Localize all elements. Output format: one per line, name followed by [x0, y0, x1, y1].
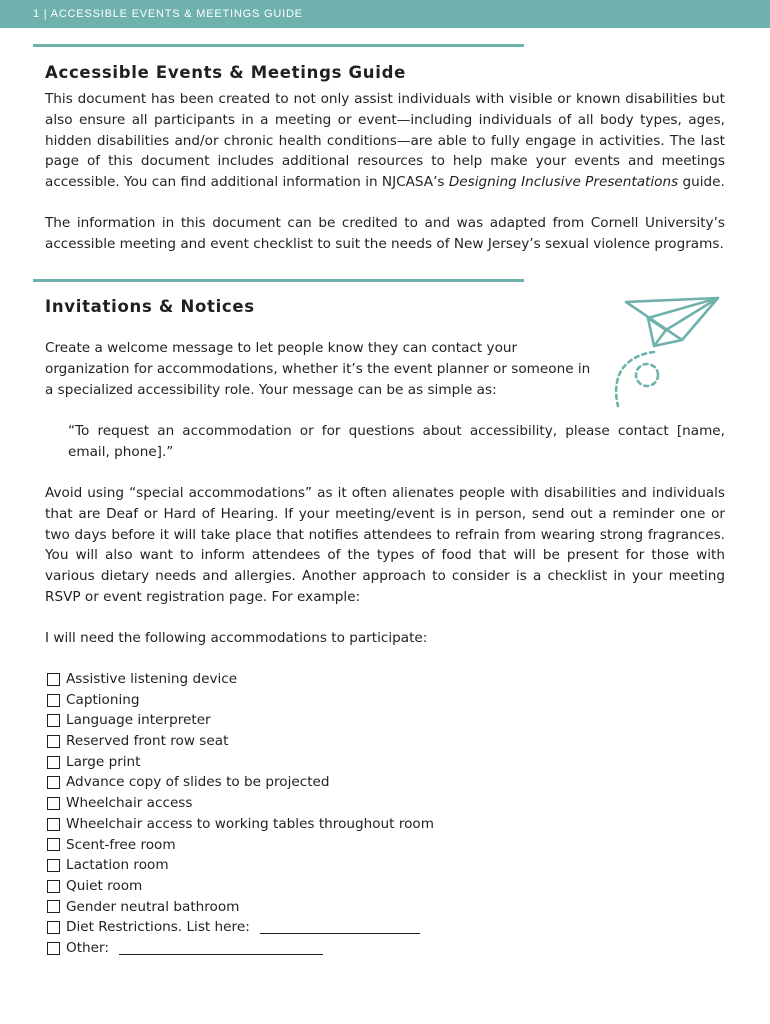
checklist-label: Other: [66, 939, 109, 956]
accommodations-paragraph: Avoid using “special accommodations” as it often alienates people with disabilities and individuals that are Deaf or Hard of Hearing. If your meeting/event is in person, send out a reminder one or two days before it will take place that notifies attendees to refrain from wearing strong fragrances. You will also want to inform attendees of the types of food that will be present for those with various dietary needs and allergies. Another approach to consider is a checklist in your meeting RSVP or event registration page. For example: [45, 485, 725, 605]
section-divider [33, 279, 524, 282]
checkbox[interactable] [47, 673, 60, 686]
checkbox[interactable] [47, 838, 60, 851]
section-divider [33, 44, 524, 47]
checklist-label: Language interpreter [66, 712, 211, 729]
guide-title-italic: Designing Inclusive Presentations [448, 174, 679, 191]
checklist-item[interactable] [45, 793, 434, 814]
checklist-label: Diet Restrictions. List here: [66, 919, 250, 936]
checklist-item[interactable] [45, 669, 434, 690]
checklist-label: Large print [66, 753, 141, 770]
checklist-label: Wheelchair access [66, 795, 193, 812]
checkbox[interactable] [47, 942, 60, 955]
checkbox[interactable] [47, 735, 60, 748]
checkbox[interactable] [47, 776, 60, 789]
checklist-label: Advance copy of slides to be projected [66, 774, 330, 791]
checklist-item[interactable] [45, 938, 434, 959]
intro-paragraph [45, 89, 725, 193]
checklist-intro: I will need the following accommodations to participate: [45, 630, 428, 646]
checkbox[interactable] [47, 694, 60, 707]
checklist-item[interactable] [45, 814, 434, 835]
checklist-item[interactable] [45, 855, 434, 876]
checklist-item[interactable] [45, 752, 434, 773]
checklist-label: Quiet room [66, 877, 143, 894]
page-header-bar [0, 0, 770, 28]
checklist-label: Wheelchair access to working tables throughout room [66, 815, 434, 832]
intro-text-end: guide. [678, 174, 725, 191]
checklist-item[interactable] [45, 835, 434, 856]
checkbox[interactable] [47, 714, 60, 727]
paper-plane-icon [606, 292, 724, 410]
checklist-item[interactable] [45, 731, 434, 752]
checkbox[interactable] [47, 900, 60, 913]
welcome-message-paragraph: Create a welcome message to let people know they can contact your organization for accommodations, whether it’s the event planner or someone in a specialized accessibility role. Your message can be as simple as: [45, 340, 591, 398]
checklist-item[interactable] [45, 876, 434, 897]
intro-text: This document has been created to not only assist individuals with visible or known disabilities but also ensure all participants in a meeting or event—including individuals of all body types, ages, hidden disabilities and/or chronic health conditions—are able to fully engage in activities. The last page of this document includes additional resources to help make your events and meetings accessible. You can find additional information in NJCASA’s [45, 91, 725, 191]
checklist-label: Lactation room [66, 857, 169, 874]
diet-restrictions-blank[interactable] [260, 921, 420, 934]
checklist-item[interactable] [45, 917, 434, 938]
checkbox[interactable] [47, 756, 60, 769]
checklist-item[interactable] [45, 772, 434, 793]
checklist-label: Gender neutral bathroom [66, 898, 240, 915]
accommodations-checklist [45, 669, 434, 959]
checkbox[interactable] [47, 880, 60, 893]
checklist-label: Captioning [66, 691, 140, 708]
other-blank[interactable] [119, 942, 323, 955]
checklist-item[interactable] [45, 690, 434, 711]
credit-paragraph: The information in this document can be credited to and was adapted from Cornell University’s accessible meeting and event checklist to suit the needs of New Jersey’s sexual violence programs. [45, 215, 725, 252]
checklist-label: Assistive listening device [66, 671, 238, 687]
section-title-invitations: Invitations & Notices [45, 297, 255, 316]
sample-quote: “To request an accommodation or for questions about accessibility, please contact [name, email, phone].” [68, 423, 725, 460]
checklist-label: Scent-free room [66, 836, 176, 853]
checkbox[interactable] [47, 921, 60, 934]
checkbox[interactable] [47, 818, 60, 831]
section-title-guide: Accessible Events & Meetings Guide [45, 63, 406, 82]
checkbox[interactable] [47, 797, 60, 810]
checkbox[interactable] [47, 859, 60, 872]
page-label: 1 | ACCESSIBLE EVENTS & MEETINGS GUIDE [33, 8, 303, 20]
checklist-item[interactable] [45, 897, 434, 918]
checklist-label: Reserved front row seat [66, 733, 229, 750]
checklist-item[interactable] [45, 710, 434, 731]
